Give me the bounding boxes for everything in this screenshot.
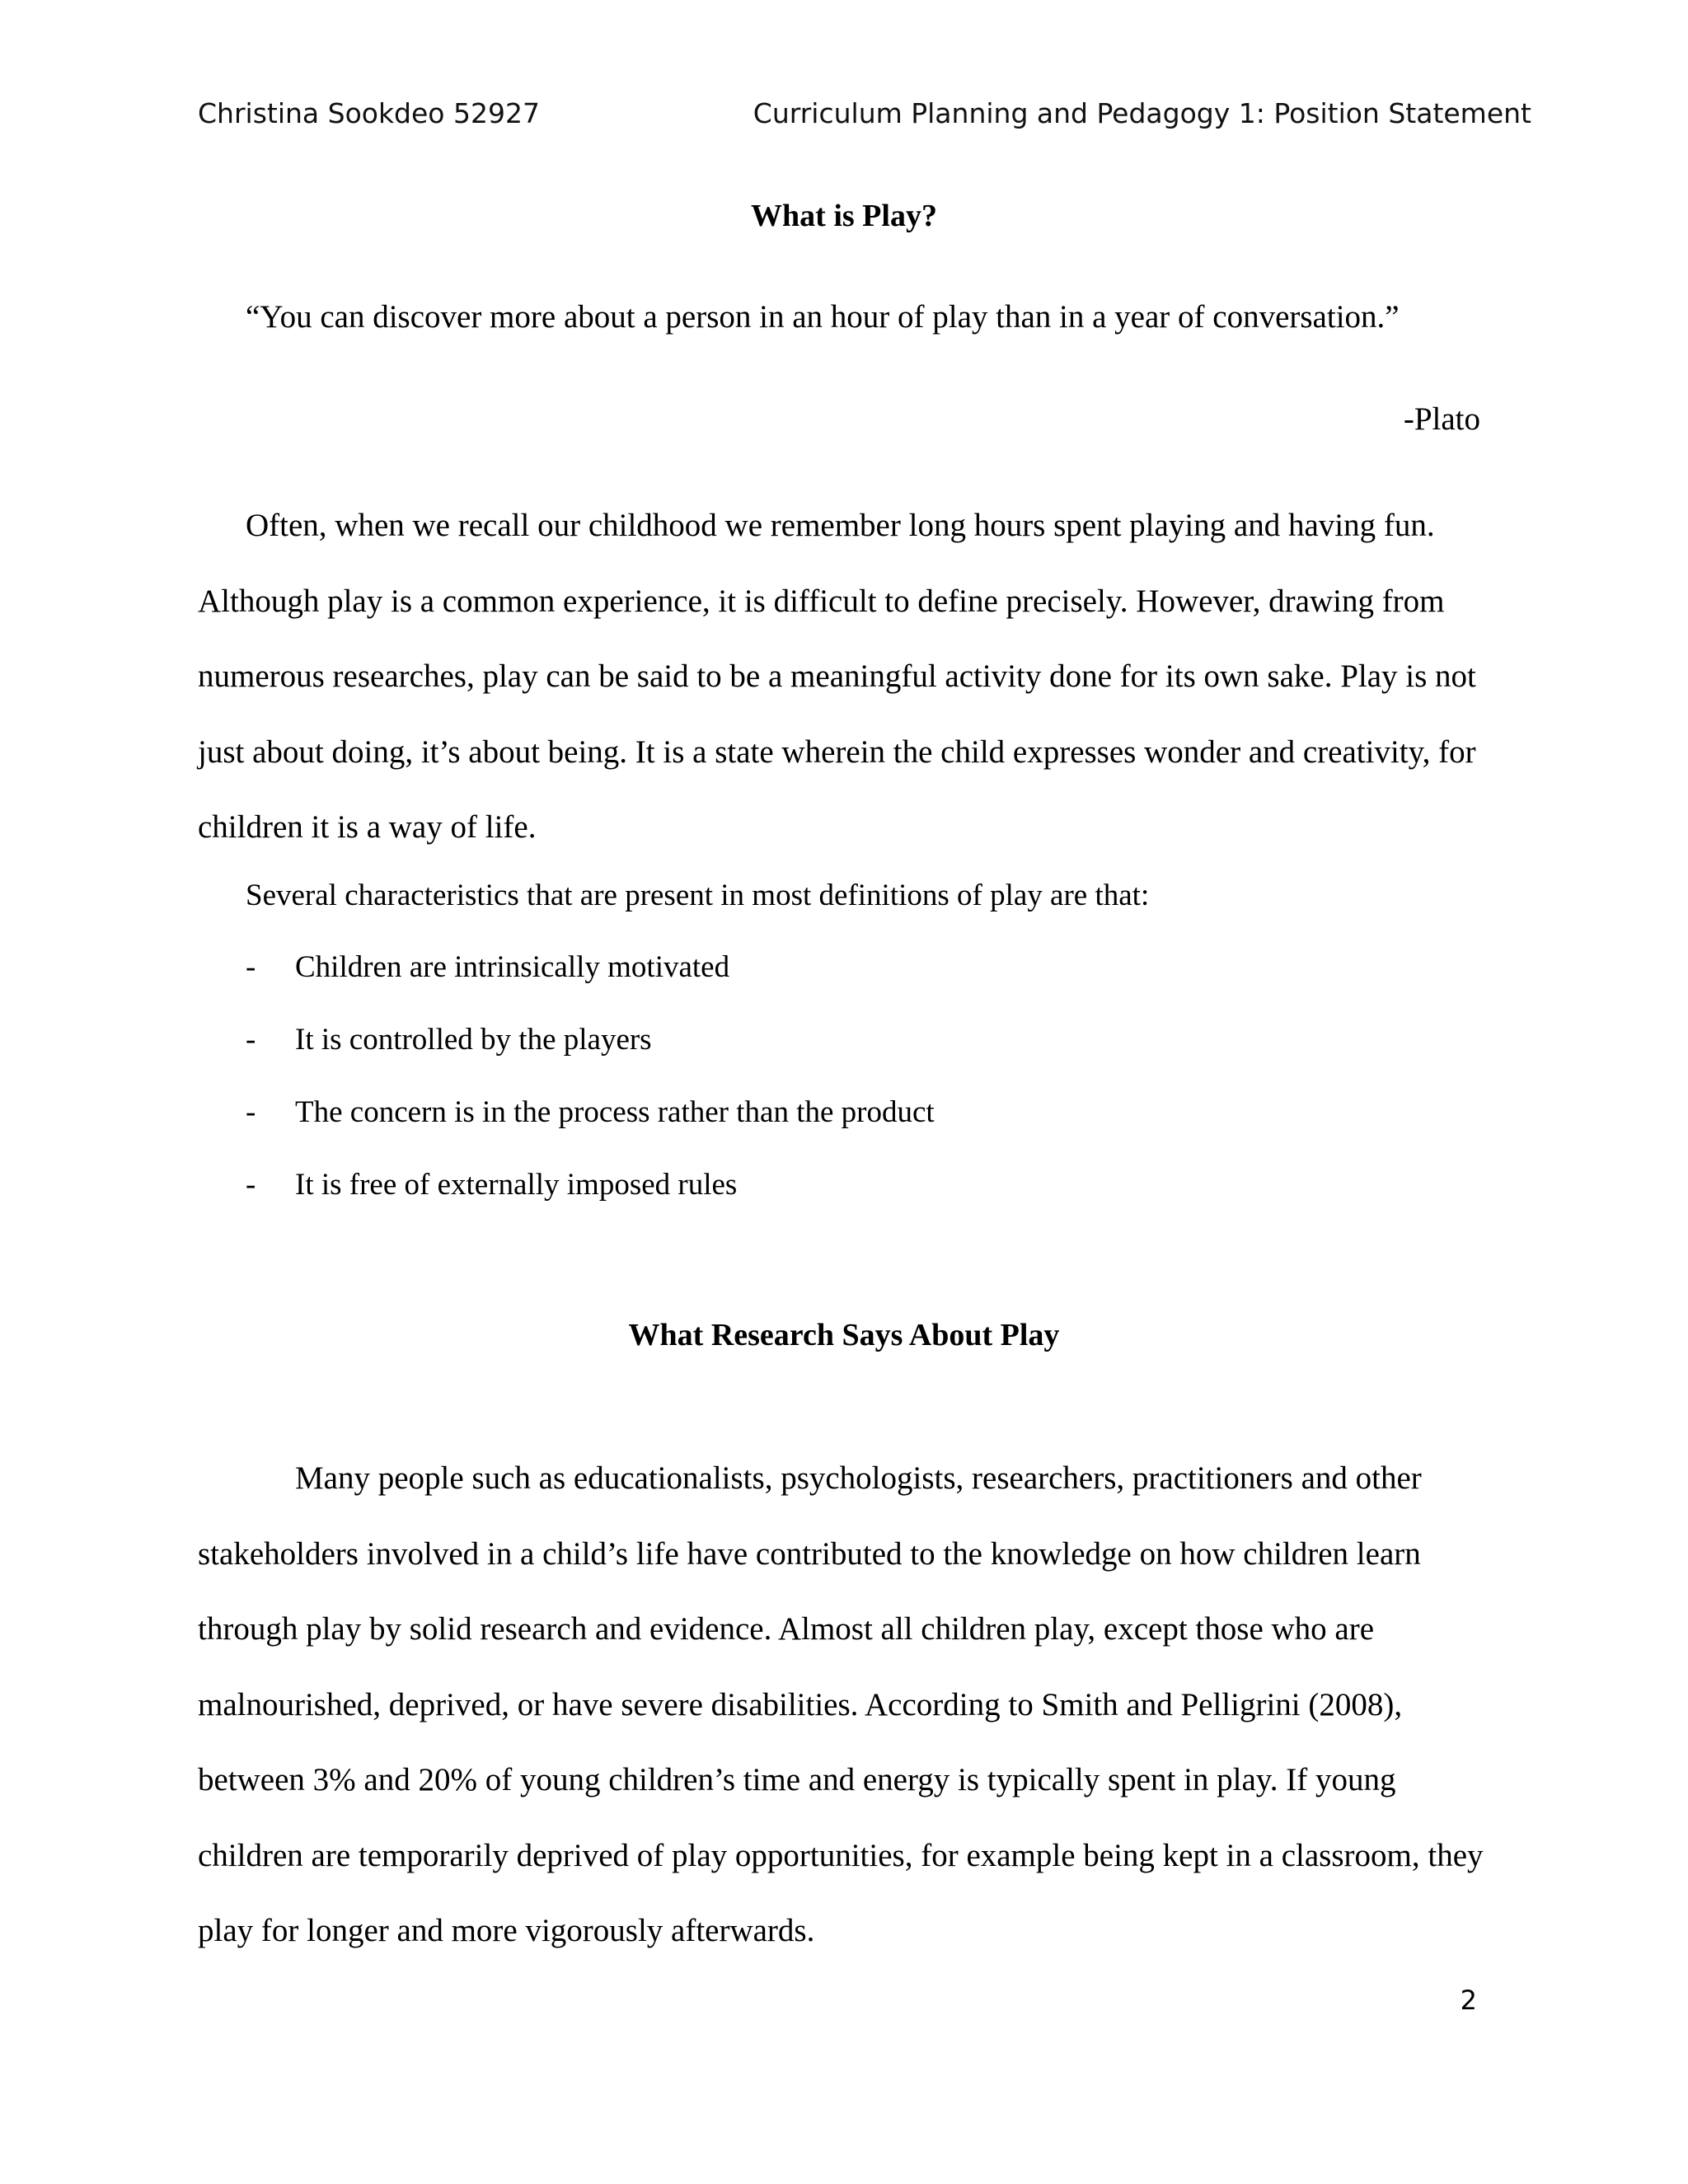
header-course-title: Curriculum Planning and Pedagogy 1: Position Statement: [753, 97, 1531, 129]
bullet-dash: -: [246, 1095, 256, 1129]
bullet-dash: -: [246, 950, 256, 984]
quote-attribution: -Plato: [1403, 401, 1480, 437]
opening-quote: “You can discover more about a person in an hour of play than in a year of conversation.”: [246, 299, 1400, 335]
page-header: [198, 97, 1531, 138]
bullet-dash: -: [246, 1023, 256, 1057]
bullet-dash: -: [246, 1168, 256, 1202]
characteristics-list: [246, 931, 935, 1221]
list-item: [246, 1149, 935, 1221]
list-item-text: Children are intrinsically motivated: [295, 950, 730, 984]
page-number: 2: [1460, 1985, 1477, 2016]
section-title-research: What Research Says About Play: [628, 1318, 1060, 1352]
research-paragraph: Many people such as educationalists, psychologists, researchers, practitioners and other stakeholders involved in a child’s life have contributed to the knowledge on how children learn through play by solid research and evidence. Almost all children play, except those who are malnourished, deprived, or have severe disabilities. According to Smith and Pelligrini (2008), between 3% and 20% of young children’s time and energy is typically spent in play. If young children are temporarily deprived of play opportunities, for example being kept in a classroom, they play for longer and more vigorously afterwards.: [198, 1460, 1484, 1948]
list-item: [246, 1004, 935, 1076]
list-item-text: The concern is in the process rather than the product: [295, 1095, 935, 1129]
list-item-text: It is controlled by the players: [295, 1023, 652, 1057]
section-title-what-is-play: What is Play?: [751, 199, 937, 233]
list-intro: Several characteristics that are present in most definitions of play are that:: [246, 879, 1150, 912]
list-item-text: It is free of externally imposed rules: [295, 1168, 738, 1202]
intro-paragraph: Often, when we recall our childhood we remember long hours spent playing and having fun. Although play is a common experience, it is difficult to define precisely. However, drawing from numerous researches, play can be said to be a meaningful activity done for its own sake. Play is not just about doing, it’s about being. It is a state wherein the child expresses wonder and creativity, for children it is a way of life.: [198, 508, 1476, 845]
list-item: [246, 931, 935, 1004]
header-author: Christina Sookdeo 52927: [198, 97, 540, 129]
list-item: [246, 1076, 935, 1149]
